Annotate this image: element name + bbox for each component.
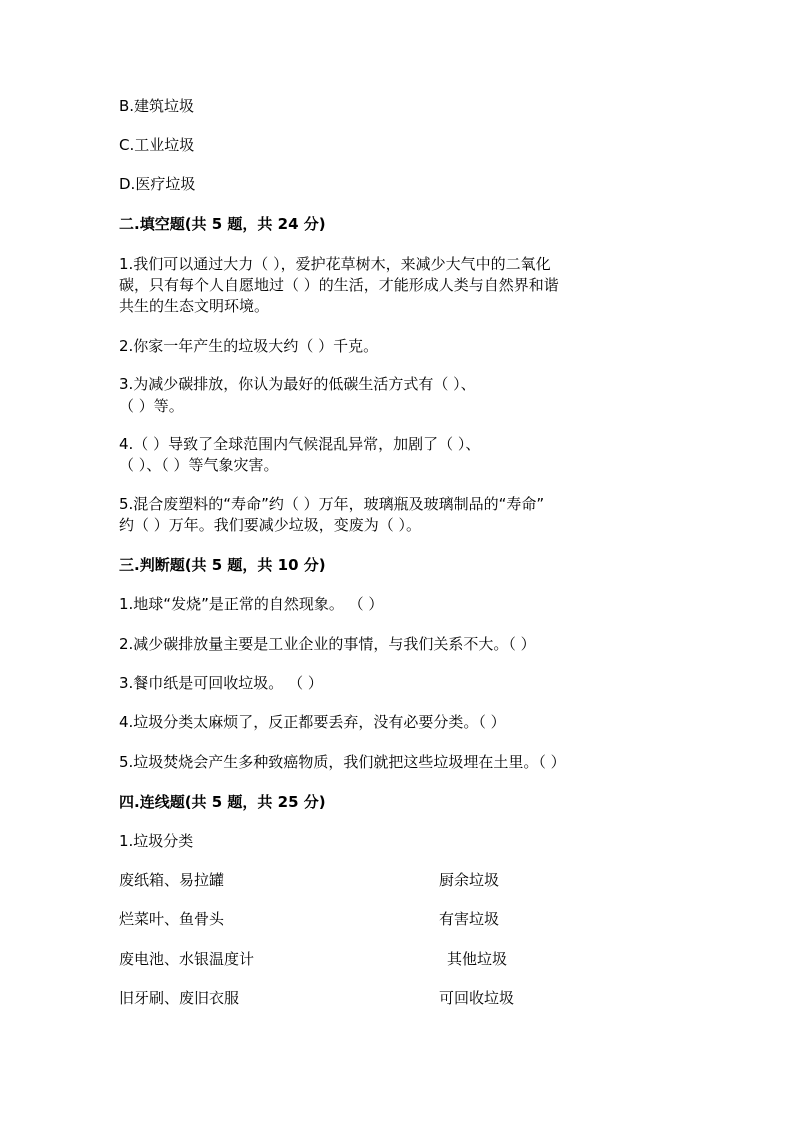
match-left-item: 旧牙刷、废旧衣服	[119, 989, 240, 1007]
judge-q3: 3.餐巾纸是可回收垃圾。 （ ）	[119, 674, 323, 692]
fill-q3-line1: 3.为减少碳排放，你认为最好的低碳生活方式有（ ）、	[119, 375, 476, 393]
option-b: B.建筑垃圾	[119, 97, 195, 115]
fill-q4-line2: （ ）、（ ）等气象灾害。	[119, 456, 279, 474]
match-right-item: 可回收垃圾	[439, 989, 515, 1007]
section3-heading: 三.判断题(共 5 题，共 10 分)	[119, 556, 326, 574]
match-right-item: 有害垃圾	[439, 910, 500, 928]
match-left-item: 废电池、水银温度计	[119, 950, 255, 968]
section2-heading: 二.填空题(共 5 题，共 24 分)	[119, 215, 326, 233]
match-left-item: 废纸箱、易拉罐	[119, 871, 225, 889]
fill-q1-line3: 共生的生态文明环境。	[119, 297, 270, 315]
match-right-item: 厨余垃圾	[439, 871, 500, 889]
judge-q1: 1.地球“发烧”是正常的自然现象。 （ ）	[119, 595, 384, 613]
option-c: C.工业垃圾	[119, 136, 195, 154]
fill-q2: 2.你家一年产生的垃圾大约（ ）千克。	[119, 337, 379, 355]
judge-q5: 5.垃圾焚烧会产生多种致癌物质，我们就把这些垃圾埋在土里。（ ）	[119, 753, 566, 771]
judge-q4: 4.垃圾分类太麻烦了，反正都要丢弃，没有必要分类。（ ）	[119, 713, 506, 731]
fill-q3-line2: （ ）等。	[119, 397, 184, 415]
fill-q5-line1: 5.混合废塑料的“寿命”约（ ）万年，玻璃瓶及玻璃制品的“寿命”	[119, 495, 545, 513]
fill-q5-line2: 约（ ）万年。我们要减少垃圾，变废为（ ）。	[119, 516, 422, 534]
match-right-item: 其他垃圾	[447, 950, 508, 968]
match-q1-title: 1.垃圾分类	[119, 832, 194, 850]
section4-heading: 四.连线题(共 5 题，共 25 分)	[119, 793, 326, 811]
fill-q4-line1: 4.（ ）导致了全球范围内气候混乱异常，加剧了（ ）、	[119, 435, 481, 453]
judge-q2: 2.减少碳排放量主要是工业企业的事情，与我们关系不大。（ ）	[119, 635, 536, 653]
match-left-item: 烂菜叶、鱼骨头	[119, 910, 225, 928]
fill-q1-line1: 1.我们可以通过大力（ ），爱护花草树木，来减少大气中的二氧化	[119, 255, 551, 273]
fill-q1-line2: 碳，只有每个人自愿地过（ ）的生活，才能形成人类与自然界和谐	[119, 276, 559, 294]
option-d: D.医疗垃圾	[119, 175, 196, 193]
